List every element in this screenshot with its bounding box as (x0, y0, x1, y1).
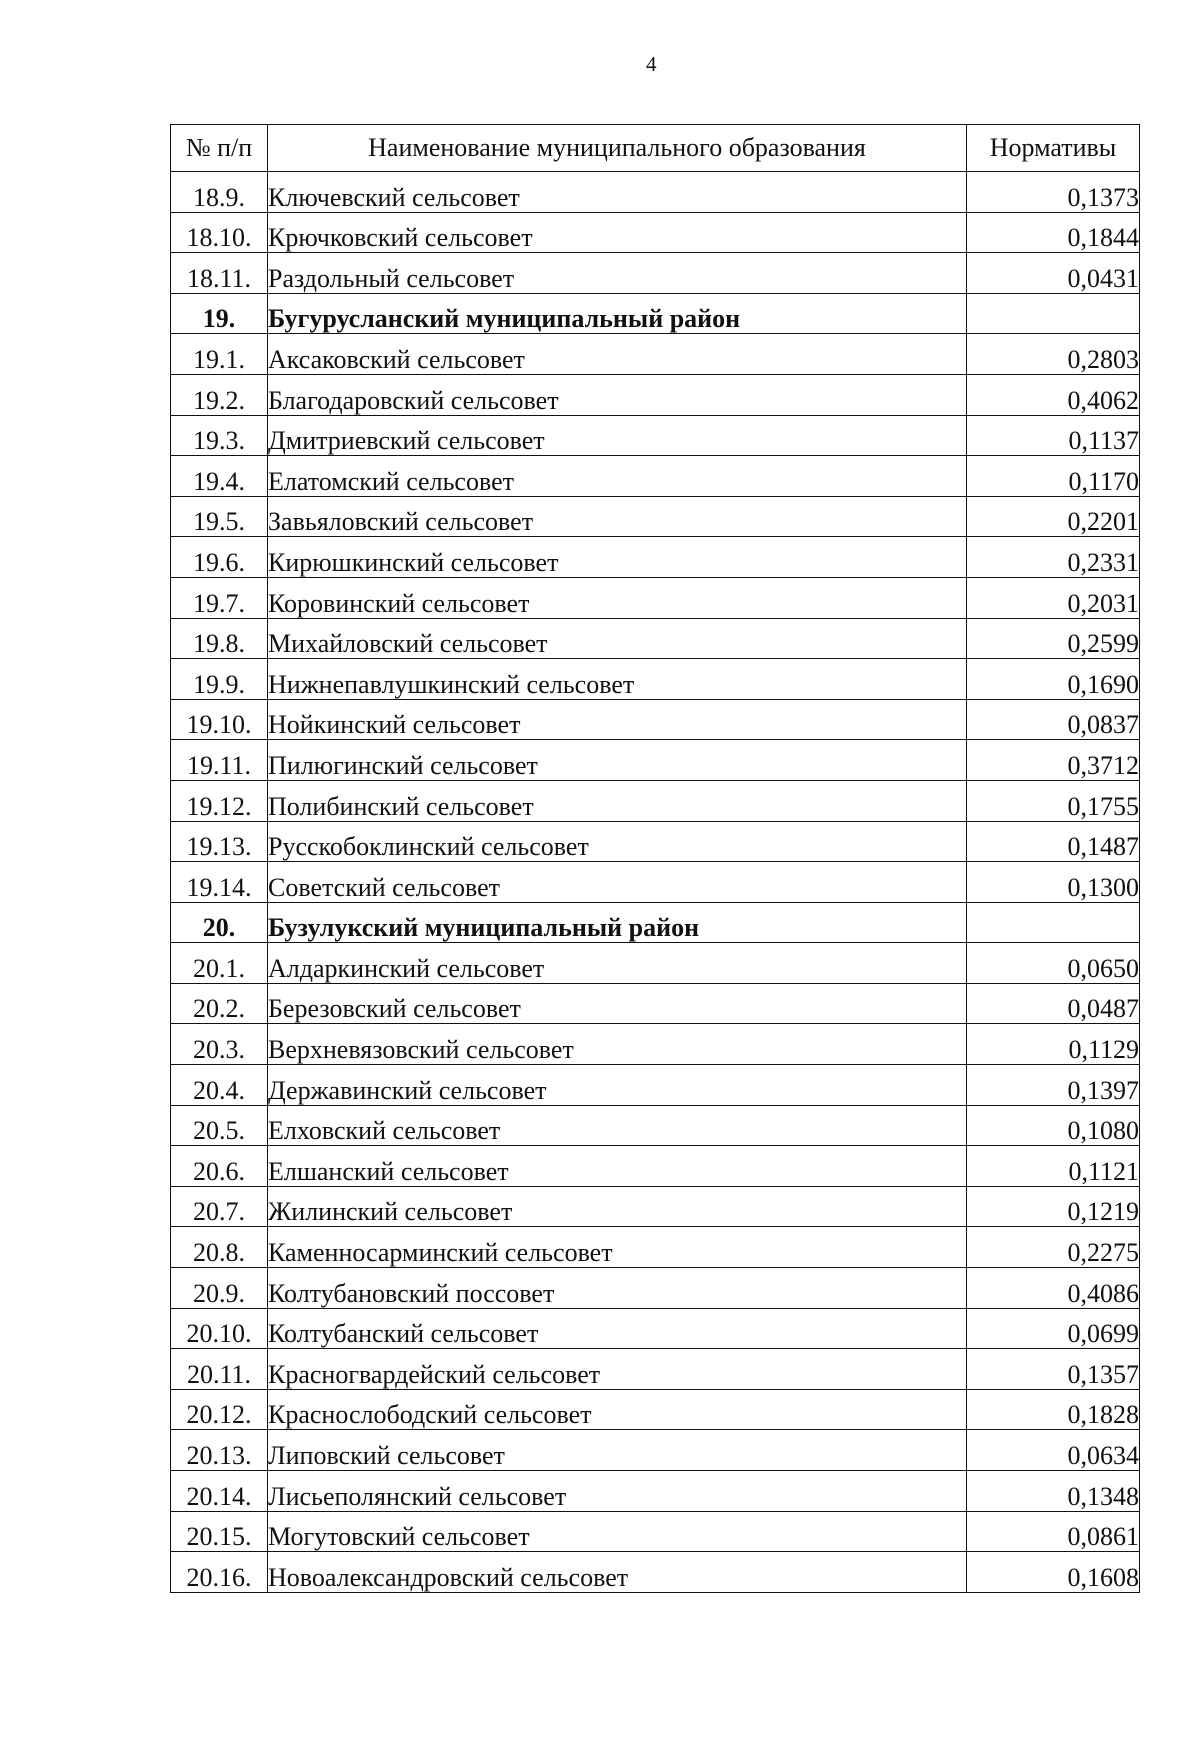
row-value: 0,2599 (967, 618, 1140, 659)
row-name: Аксаковский сельсовет (268, 334, 967, 375)
table-row (171, 1268, 1140, 1309)
row-name: Елатомский сельсовет (268, 456, 967, 497)
norms-table (170, 124, 1140, 1593)
table-row (171, 1146, 1140, 1187)
row-value: 0,2331 (967, 537, 1140, 578)
table-header-row (171, 125, 1140, 172)
row-number: 19.12. (171, 780, 268, 821)
row-value: 0,4086 (967, 1268, 1140, 1309)
row-name: Михайловский сельсовет (268, 618, 967, 659)
row-name: Нижнепавлушкинский сельсовет (268, 659, 967, 700)
table-row (171, 1389, 1140, 1430)
table-row (171, 1308, 1140, 1349)
row-value: 0,0699 (967, 1308, 1140, 1349)
table-row (171, 943, 1140, 984)
row-number: 20.7. (171, 1186, 268, 1227)
table-row (171, 1105, 1140, 1146)
row-value: 0,2803 (967, 334, 1140, 375)
row-name: Колтубановский поссовет (268, 1268, 967, 1309)
row-value: 0,1170 (967, 456, 1140, 497)
row-value: 0,4062 (967, 374, 1140, 415)
row-value: 0,1397 (967, 1065, 1140, 1106)
row-number: 19.13. (171, 821, 268, 862)
table-row (171, 374, 1140, 415)
row-number: 19.14. (171, 862, 268, 903)
table-row (171, 659, 1140, 700)
table-row (171, 212, 1140, 253)
row-number: 20.2. (171, 983, 268, 1024)
table-row (171, 1186, 1140, 1227)
header-number: № п/п (171, 125, 268, 172)
row-number: 18.10. (171, 212, 268, 253)
table-row (171, 1065, 1140, 1106)
row-number: 20.16. (171, 1552, 268, 1593)
header-name: Наименование муниципального образования (268, 125, 967, 172)
table-row (171, 780, 1140, 821)
table-row (171, 1024, 1140, 1065)
table-row (171, 496, 1140, 537)
row-name: Елшанский сельсовет (268, 1146, 967, 1187)
row-name: Кирюшкинский сельсовет (268, 537, 967, 578)
row-number: 20.12. (171, 1389, 268, 1430)
row-number: 20.9. (171, 1268, 268, 1309)
row-number: 20.5. (171, 1105, 268, 1146)
table-row (171, 1430, 1140, 1471)
row-number: 19.11. (171, 740, 268, 781)
page-number: 4 (646, 52, 657, 76)
row-value: 0,0837 (967, 699, 1140, 740)
table-row (171, 1349, 1140, 1390)
row-number: 20.8. (171, 1227, 268, 1268)
row-number: 19.8. (171, 618, 268, 659)
row-name: Коровинский сельсовет (268, 577, 967, 618)
row-name: Дмитриевский сельсовет (268, 415, 967, 456)
table-row (171, 862, 1140, 903)
table-row (171, 415, 1140, 456)
row-name: Алдаркинский сельсовет (268, 943, 967, 984)
table-row (171, 1227, 1140, 1268)
row-number: 19.9. (171, 659, 268, 700)
row-number: 19.2. (171, 374, 268, 415)
row-value: 0,1219 (967, 1186, 1140, 1227)
row-value: 0,2201 (967, 496, 1140, 537)
row-number: 20.10. (171, 1308, 268, 1349)
row-value (967, 902, 1140, 943)
row-number: 20.3. (171, 1024, 268, 1065)
row-number: 20. (171, 902, 268, 943)
row-number: 18.11. (171, 253, 268, 294)
row-number: 20.15. (171, 1511, 268, 1552)
row-value: 0,1300 (967, 862, 1140, 903)
row-value: 0,1348 (967, 1471, 1140, 1512)
row-number: 19.10. (171, 699, 268, 740)
table-row (171, 618, 1140, 659)
row-name: Нойкинский сельсовет (268, 699, 967, 740)
row-value (967, 293, 1140, 334)
row-value: 0,1121 (967, 1146, 1140, 1187)
row-name: Красногвардейский сельсовет (268, 1349, 967, 1390)
row-name: Русскобоклинский сельсовет (268, 821, 967, 862)
table-body (171, 172, 1140, 1593)
row-value: 0,1844 (967, 212, 1140, 253)
row-number: 19.5. (171, 496, 268, 537)
row-value: 0,1608 (967, 1552, 1140, 1593)
row-name: Лисьеполянский сельсовет (268, 1471, 967, 1512)
table-row (171, 1471, 1140, 1512)
row-name: Верхневязовский сельсовет (268, 1024, 967, 1065)
row-number: 19.7. (171, 577, 268, 618)
row-number: 19.1. (171, 334, 268, 375)
row-name: Березовский сельсовет (268, 983, 967, 1024)
row-number: 19.6. (171, 537, 268, 578)
row-number: 19.4. (171, 456, 268, 497)
row-number: 19. (171, 293, 268, 334)
row-name: Ключевский сельсовет (268, 172, 967, 213)
table-row (171, 253, 1140, 294)
row-number: 20.1. (171, 943, 268, 984)
row-name: Каменносарминский сельсовет (268, 1227, 967, 1268)
row-name: Завьяловский сельсовет (268, 496, 967, 537)
row-name: Новоалександровский сельсовет (268, 1552, 967, 1593)
row-number: 18.9. (171, 172, 268, 213)
row-value: 0,0861 (967, 1511, 1140, 1552)
table-row (171, 821, 1140, 862)
row-value: 0,0431 (967, 253, 1140, 294)
row-value: 0,1373 (967, 172, 1140, 213)
row-name: Крючковский сельсовет (268, 212, 967, 253)
row-value: 0,1487 (967, 821, 1140, 862)
row-value: 0,0487 (967, 983, 1140, 1024)
table-row (171, 983, 1140, 1024)
row-name: Бузулукский муниципальный район (268, 902, 967, 943)
table-row (171, 537, 1140, 578)
row-value: 0,1690 (967, 659, 1140, 700)
row-name: Благодаровский сельсовет (268, 374, 967, 415)
row-name: Жилинский сельсовет (268, 1186, 967, 1227)
row-number: 20.6. (171, 1146, 268, 1187)
row-value: 0,1129 (967, 1024, 1140, 1065)
row-number: 20.4. (171, 1065, 268, 1106)
table-row (171, 577, 1140, 618)
table-row (171, 699, 1140, 740)
row-value: 0,2275 (967, 1227, 1140, 1268)
row-number: 19.3. (171, 415, 268, 456)
row-value: 0,1357 (967, 1349, 1140, 1390)
table-row (171, 456, 1140, 497)
row-value: 0,1828 (967, 1389, 1140, 1430)
row-value: 0,2031 (967, 577, 1140, 618)
table-row (171, 172, 1140, 213)
row-number: 20.13. (171, 1430, 268, 1471)
row-name: Полибинский сельсовет (268, 780, 967, 821)
table-row (171, 740, 1140, 781)
row-number: 20.11. (171, 1349, 268, 1390)
row-value: 0,3712 (967, 740, 1140, 781)
row-name: Державинский сельсовет (268, 1065, 967, 1106)
group-row (171, 902, 1140, 943)
row-number: 20.14. (171, 1471, 268, 1512)
row-name: Бугурусланский муниципальный район (268, 293, 967, 334)
row-name: Краснослободский сельсовет (268, 1389, 967, 1430)
row-name: Могутовский сельсовет (268, 1511, 967, 1552)
table-row (171, 1511, 1140, 1552)
header-value: Нормативы (967, 125, 1140, 172)
row-name: Раздольный сельсовет (268, 253, 967, 294)
row-name: Советский сельсовет (268, 862, 967, 903)
group-row (171, 293, 1140, 334)
row-value: 0,0634 (967, 1430, 1140, 1471)
table-row (171, 1552, 1140, 1593)
row-value: 0,0650 (967, 943, 1140, 984)
row-name: Пилюгинский сельсовет (268, 740, 967, 781)
row-value: 0,1080 (967, 1105, 1140, 1146)
row-name: Колтубанский сельсовет (268, 1308, 967, 1349)
row-value: 0,1137 (967, 415, 1140, 456)
table-row (171, 334, 1140, 375)
row-value: 0,1755 (967, 780, 1140, 821)
row-name: Елховский сельсовет (268, 1105, 967, 1146)
row-name: Липовский сельсовет (268, 1430, 967, 1471)
